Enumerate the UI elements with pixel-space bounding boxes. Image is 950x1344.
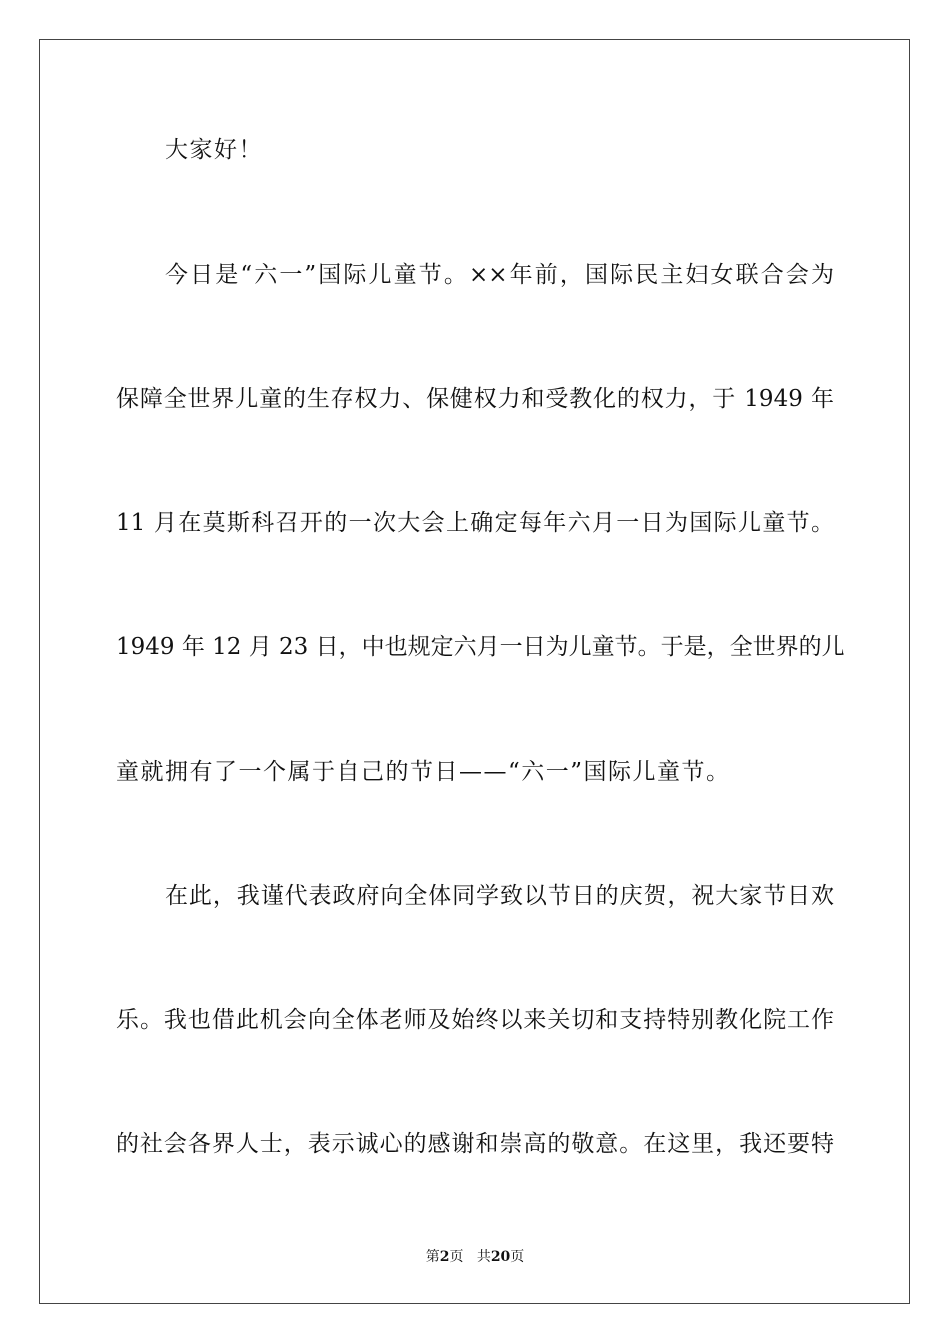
- text-line: 今日是“六一”国际儿童节。××年前，国际民主妇女联合会为: [165, 262, 834, 288]
- text-line: 1949 年 12 月 23 日，中也规定六月一日为儿童节。于是，全世界的儿: [116, 634, 845, 660]
- total-unit: 页: [510, 1249, 525, 1265]
- page-prefix: 第: [425, 1249, 440, 1265]
- text-line: 的社会各界人士，表示诚心的感谢和崇高的敬意。在这里，我还要特: [116, 1131, 834, 1157]
- page-number: 2: [439, 1249, 450, 1265]
- page-footer: [0, 1247, 950, 1267]
- text-line: 保障全世界儿童的生存权力、保健权力和受教化的权力，于 1949 年: [116, 386, 834, 412]
- page-frame: [39, 39, 910, 1304]
- text-line: 11 月在莫斯科召开的一次大会上确定每年六月一日为国际儿童节。: [116, 510, 834, 536]
- text-line: 在此，我谨代表政府向全体同学致以节日的庆贺，祝大家节日欢: [165, 883, 834, 909]
- text-line: 童就拥有了一个属于自己的节日——“六一”国际儿童节。: [116, 759, 731, 785]
- total-prefix: 共: [476, 1249, 491, 1265]
- page-unit: 页: [449, 1249, 464, 1265]
- total-pages: 20: [490, 1249, 511, 1265]
- text-line: 乐。我也借此机会向全体老师及始终以来关切和支持特别教化院工作: [116, 1007, 834, 1033]
- paragraph-greeting: 大家好！: [165, 137, 263, 163]
